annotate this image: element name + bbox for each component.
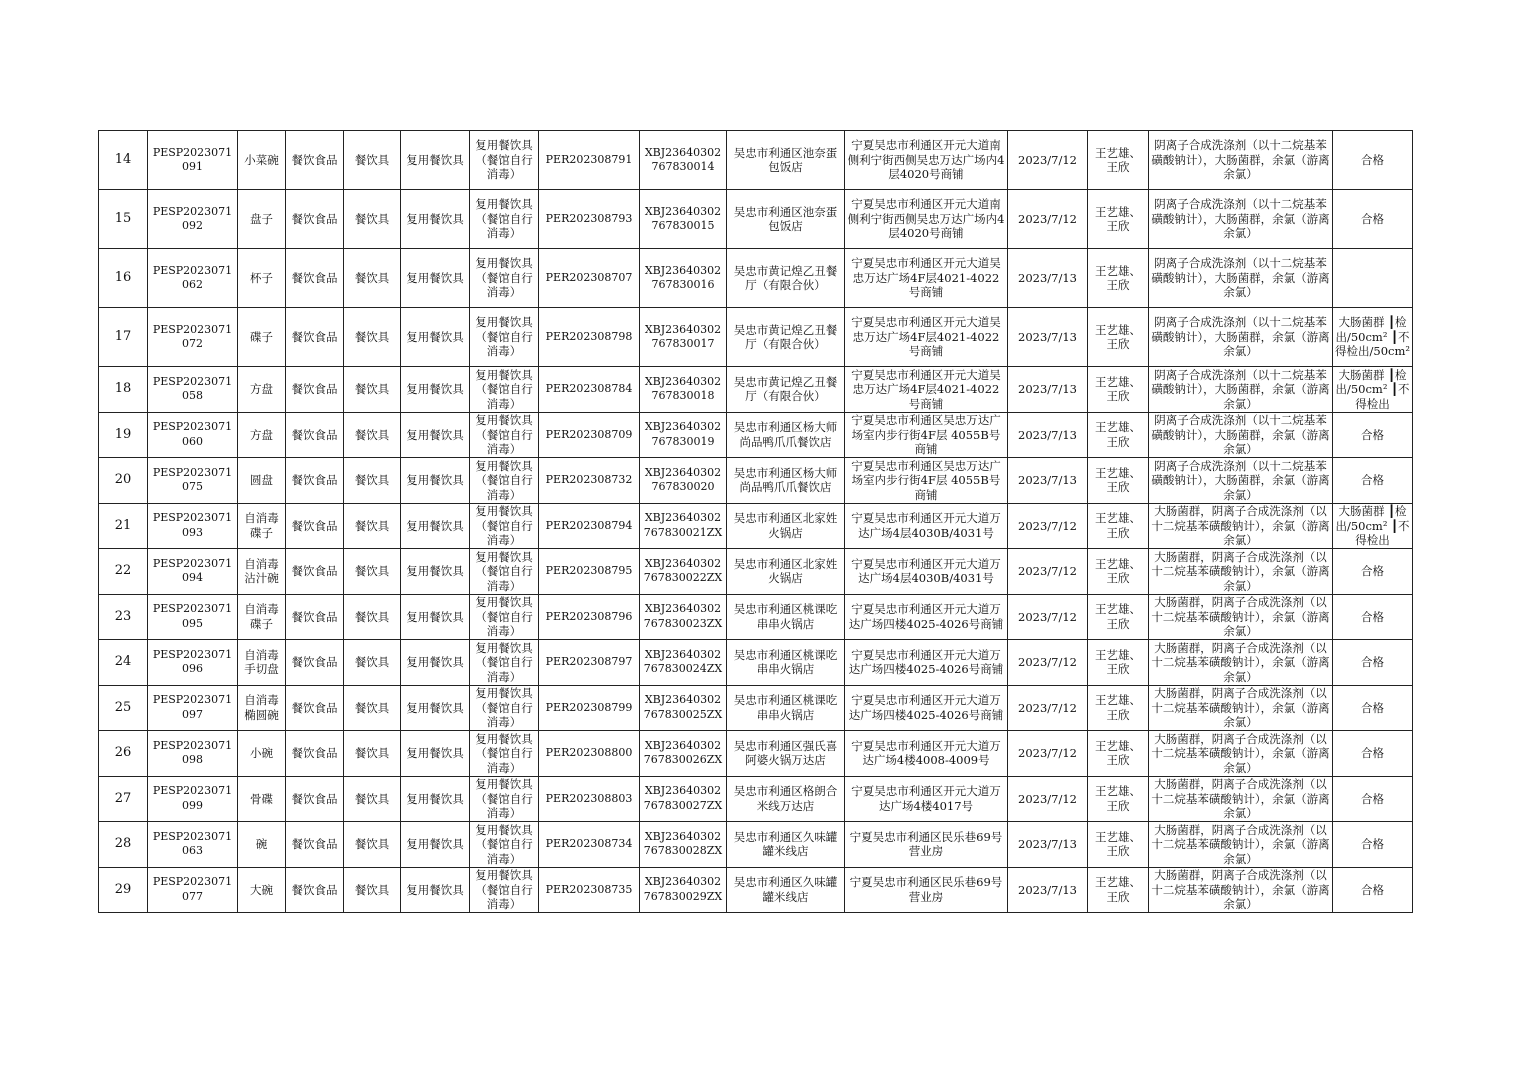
food-category-cell: 餐饮食品 xyxy=(286,685,344,731)
report-number-cell: PER202308800 xyxy=(539,731,640,777)
sample-subtype-cell: 复用餐饮具 xyxy=(401,731,470,777)
task-number-cell: XBJ23640302767830029ZX xyxy=(640,867,727,913)
inspection-items-cell: 阴离子合成洗涤剂（以十二烷基苯磺酸钠计），大肠菌群，余氯（游离余氯） xyxy=(1149,131,1333,190)
sample-detail-cell: 复用餐饮具（餐馆自行消毒） xyxy=(470,249,539,308)
unit-address-cell: 宁夏吴忠市利通区开元大道万达广场四楼4025-4026号商铺 xyxy=(845,685,1008,731)
food-category-cell: 餐饮食品 xyxy=(286,776,344,822)
sampling-date-cell: 2023/7/13 xyxy=(1008,867,1088,913)
inspection-items-cell: 阴离子合成洗涤剂（以十二烷基苯磺酸钠计），大肠菌群，余氯（游离余氯） xyxy=(1149,190,1333,249)
table-row xyxy=(99,458,1413,504)
sample-name-cell: 自消毒手切盘 xyxy=(238,640,286,686)
report-number-cell: PER202308798 xyxy=(539,308,640,367)
sampling-date-cell: 2023/7/12 xyxy=(1008,640,1088,686)
food-category-cell: 餐饮食品 xyxy=(286,594,344,640)
table-row xyxy=(99,549,1413,595)
sampling-date-cell: 2023/7/13 xyxy=(1008,367,1088,413)
sample-id-cell: PESP2023071091 xyxy=(148,131,238,190)
sampling-date-cell: 2023/7/13 xyxy=(1008,308,1088,367)
inspection-items-cell: 大肠菌群，阴离子合成洗涤剂（以十二烷基苯磺酸钠计），余氯（游离余氯） xyxy=(1149,549,1333,595)
sample-id-cell: PESP2023071077 xyxy=(148,867,238,913)
sequence-number-cell: 25 xyxy=(99,685,148,731)
table-row xyxy=(99,822,1413,868)
sample-subtype-cell: 复用餐饮具 xyxy=(401,594,470,640)
sample-detail-cell: 复用餐饮具（餐馆自行消毒） xyxy=(470,776,539,822)
sample-type-cell: 餐饮具 xyxy=(344,776,401,822)
sample-subtype-cell: 复用餐饮具 xyxy=(401,867,470,913)
inspection-items-cell: 大肠菌群，阴离子合成洗涤剂（以十二烷基苯磺酸钠计），余氯（游离余氯） xyxy=(1149,822,1333,868)
sample-detail-cell: 复用餐饮具（餐馆自行消毒） xyxy=(470,412,539,458)
sample-type-cell: 餐饮具 xyxy=(344,822,401,868)
sample-id-cell: PESP2023071096 xyxy=(148,640,238,686)
unit-address-cell: 宁夏吴忠市利通区开元大道万达广场4层4030B/4031号 xyxy=(845,549,1008,595)
table-row xyxy=(99,776,1413,822)
sample-detail-cell: 复用餐饮具（餐馆自行消毒） xyxy=(470,731,539,777)
sample-type-cell: 餐饮具 xyxy=(344,412,401,458)
inspection-items-cell: 大肠菌群，阴离子合成洗涤剂（以十二烷基苯磺酸钠计），余氯（游离余氯） xyxy=(1149,594,1333,640)
sampling-date-cell: 2023/7/12 xyxy=(1008,731,1088,777)
result-cell: 合格 xyxy=(1333,131,1413,190)
food-category-cell: 餐饮食品 xyxy=(286,731,344,777)
sampling-date-cell: 2023/7/12 xyxy=(1008,190,1088,249)
sampling-date-cell: 2023/7/12 xyxy=(1008,594,1088,640)
sampled-unit-cell: 吴忠市利通区久味罐罐米线店 xyxy=(727,822,845,868)
report-number-cell: PER202308793 xyxy=(539,190,640,249)
unit-address-cell: 宁夏吴忠市利通区吴忠万达广场室内步行街4F层 4055B号商铺 xyxy=(845,458,1008,504)
inspection-items-cell: 大肠菌群，阴离子合成洗涤剂（以十二烷基苯磺酸钠计），余氯（游离余氯） xyxy=(1149,776,1333,822)
sample-name-cell: 盘子 xyxy=(238,190,286,249)
sequence-number-cell: 15 xyxy=(99,190,148,249)
result-cell: 合格 xyxy=(1333,822,1413,868)
task-number-cell: XBJ23640302767830016 xyxy=(640,249,727,308)
sample-name-cell: 自消毒碟子 xyxy=(238,503,286,549)
unit-address-cell: 宁夏吴忠市利通区开元大道万达广场四楼4025-4026号商铺 xyxy=(845,594,1008,640)
sampling-date-cell: 2023/7/13 xyxy=(1008,458,1088,504)
sample-name-cell: 大碗 xyxy=(238,867,286,913)
report-number-cell: PER202308795 xyxy=(539,549,640,595)
inspection-items-cell: 阴离子合成洗涤剂（以十二烷基苯磺酸钠计），大肠菌群，余氯（游离余氯） xyxy=(1149,249,1333,308)
food-category-cell: 餐饮食品 xyxy=(286,640,344,686)
sequence-number-cell: 24 xyxy=(99,640,148,686)
sample-subtype-cell: 复用餐饮具 xyxy=(401,503,470,549)
table-row xyxy=(99,131,1413,190)
inspectors-cell: 王艺雄、王欣 xyxy=(1088,190,1149,249)
sampling-date-cell: 2023/7/13 xyxy=(1008,822,1088,868)
sample-subtype-cell: 复用餐饮具 xyxy=(401,822,470,868)
task-number-cell: XBJ23640302767830024ZX xyxy=(640,640,727,686)
inspectors-cell: 王艺雄、王欣 xyxy=(1088,822,1149,868)
sample-id-cell: PESP2023071093 xyxy=(148,503,238,549)
inspection-items-cell: 阴离子合成洗涤剂（以十二烷基苯磺酸钠计），大肠菌群，余氯（游离余氯） xyxy=(1149,308,1333,367)
sample-name-cell: 杯子 xyxy=(238,249,286,308)
table-row xyxy=(99,412,1413,458)
sampled-unit-cell: 吴忠市利通区北家姓火锅店 xyxy=(727,503,845,549)
sample-id-cell: PESP2023071058 xyxy=(148,367,238,413)
food-category-cell: 餐饮食品 xyxy=(286,458,344,504)
inspection-items-cell: 阴离子合成洗涤剂（以十二烷基苯磺酸钠计），大肠菌群，余氯（游离余氯） xyxy=(1149,458,1333,504)
report-number-cell: PER202308796 xyxy=(539,594,640,640)
result-cell: 合格 xyxy=(1333,549,1413,595)
sample-type-cell: 餐饮具 xyxy=(344,731,401,777)
inspection-items-cell: 大肠菌群，阴离子合成洗涤剂（以十二烷基苯磺酸钠计），余氯（游离余氯） xyxy=(1149,640,1333,686)
result-cell: 合格 xyxy=(1333,731,1413,777)
sample-detail-cell: 复用餐饮具（餐馆自行消毒） xyxy=(470,640,539,686)
sample-subtype-cell: 复用餐饮具 xyxy=(401,776,470,822)
report-number-cell: PER202308797 xyxy=(539,640,640,686)
result-cell: 合格 xyxy=(1333,412,1413,458)
sampling-date-cell: 2023/7/12 xyxy=(1008,503,1088,549)
sequence-number-cell: 20 xyxy=(99,458,148,504)
report-number-cell: PER202308784 xyxy=(539,367,640,413)
sampled-unit-cell: 吴忠市利通区桃课吃串串火锅店 xyxy=(727,640,845,686)
report-number-cell: PER202308803 xyxy=(539,776,640,822)
report-number-cell: PER202308732 xyxy=(539,458,640,504)
inspectors-cell: 王艺雄、王欣 xyxy=(1088,367,1149,413)
sampled-unit-cell: 吴忠市利通区北家姓火锅店 xyxy=(727,549,845,595)
sample-type-cell: 餐饮具 xyxy=(344,131,401,190)
sample-name-cell: 自消毒沾汁碗 xyxy=(238,549,286,595)
food-category-cell: 餐饮食品 xyxy=(286,867,344,913)
inspectors-cell: 王艺雄、王欣 xyxy=(1088,594,1149,640)
sequence-number-cell: 21 xyxy=(99,503,148,549)
sample-id-cell: PESP2023071062 xyxy=(148,249,238,308)
report-number-cell: PER202308707 xyxy=(539,249,640,308)
sequence-number-cell: 26 xyxy=(99,731,148,777)
sampled-unit-cell: 吴忠市利通区强氏喜阿婆火锅万达店 xyxy=(727,731,845,777)
sample-detail-cell: 复用餐饮具（餐馆自行消毒） xyxy=(470,549,539,595)
sampling-date-cell: 2023/7/12 xyxy=(1008,685,1088,731)
task-number-cell: XBJ23640302767830022ZX xyxy=(640,549,727,595)
sampling-date-cell: 2023/7/12 xyxy=(1008,776,1088,822)
sampled-unit-cell: 吴忠市利通区杨大师尚品鸭爪爪餐饮店 xyxy=(727,412,845,458)
sample-type-cell: 餐饮具 xyxy=(344,867,401,913)
sequence-number-cell: 29 xyxy=(99,867,148,913)
sample-subtype-cell: 复用餐饮具 xyxy=(401,367,470,413)
inspectors-cell: 王艺雄、王欣 xyxy=(1088,458,1149,504)
sample-subtype-cell: 复用餐饮具 xyxy=(401,685,470,731)
unit-address-cell: 宁夏吴忠市利通区开元大道万达广场4楼4017号 xyxy=(845,776,1008,822)
sampled-unit-cell: 吴忠市利通区池奈蛋包饭店 xyxy=(727,190,845,249)
report-number-cell: PER202308791 xyxy=(539,131,640,190)
inspectors-cell: 王艺雄、王欣 xyxy=(1088,249,1149,308)
sequence-number-cell: 27 xyxy=(99,776,148,822)
task-number-cell: XBJ23640302767830021ZX xyxy=(640,503,727,549)
task-number-cell: XBJ23640302767830028ZX xyxy=(640,822,727,868)
sampled-unit-cell: 吴忠市黄记煌乙丑餐厅（有限合伙） xyxy=(727,367,845,413)
sequence-number-cell: 18 xyxy=(99,367,148,413)
result-cell: 合格 xyxy=(1333,640,1413,686)
sample-detail-cell: 复用餐饮具（餐馆自行消毒） xyxy=(470,822,539,868)
sample-id-cell: PESP2023071095 xyxy=(148,594,238,640)
table-body xyxy=(99,131,1413,913)
table-row xyxy=(99,640,1413,686)
food-category-cell: 餐饮食品 xyxy=(286,367,344,413)
sample-detail-cell: 复用餐饮具（餐馆自行消毒） xyxy=(470,308,539,367)
report-number-cell: PER202308734 xyxy=(539,822,640,868)
sequence-number-cell: 17 xyxy=(99,308,148,367)
sequence-number-cell: 16 xyxy=(99,249,148,308)
sample-subtype-cell: 复用餐饮具 xyxy=(401,131,470,190)
food-category-cell: 餐饮食品 xyxy=(286,131,344,190)
inspectors-cell: 王艺雄、王欣 xyxy=(1088,308,1149,367)
food-category-cell: 餐饮食品 xyxy=(286,503,344,549)
sampled-unit-cell: 吴忠市利通区桃课吃串串火锅店 xyxy=(727,685,845,731)
table-row xyxy=(99,190,1413,249)
sampled-unit-cell: 吴忠市利通区久味罐罐米线店 xyxy=(727,867,845,913)
task-number-cell: XBJ23640302767830023ZX xyxy=(640,594,727,640)
food-category-cell: 餐饮食品 xyxy=(286,249,344,308)
sampled-unit-cell: 吴忠市利通区杨大师尚品鸭爪爪餐饮店 xyxy=(727,458,845,504)
result-cell: 合格 xyxy=(1333,190,1413,249)
table-row xyxy=(99,308,1413,367)
sampled-unit-cell: 吴忠市黄记煌乙丑餐厅（有限合伙） xyxy=(727,308,845,367)
task-number-cell: XBJ23640302767830014 xyxy=(640,131,727,190)
food-category-cell: 餐饮食品 xyxy=(286,549,344,595)
sample-detail-cell: 复用餐饮具（餐馆自行消毒） xyxy=(470,503,539,549)
sequence-number-cell: 19 xyxy=(99,412,148,458)
task-number-cell: XBJ23640302767830027ZX xyxy=(640,776,727,822)
sample-id-cell: PESP2023071075 xyxy=(148,458,238,504)
sample-subtype-cell: 复用餐饮具 xyxy=(401,249,470,308)
sample-detail-cell: 复用餐饮具（餐馆自行消毒） xyxy=(470,458,539,504)
sample-detail-cell: 复用餐饮具（餐馆自行消毒） xyxy=(470,131,539,190)
sample-name-cell: 自消毒碟子 xyxy=(238,594,286,640)
unit-address-cell: 宁夏吴忠市利通区民乐巷69号营业房 xyxy=(845,867,1008,913)
task-number-cell: XBJ23640302767830025ZX xyxy=(640,685,727,731)
unit-address-cell: 宁夏吴忠市利通区开元大道万达广场4层4030B/4031号 xyxy=(845,503,1008,549)
task-number-cell: XBJ23640302767830017 xyxy=(640,308,727,367)
sample-id-cell: PESP2023071098 xyxy=(148,731,238,777)
sample-id-cell: PESP2023071092 xyxy=(148,190,238,249)
inspectors-cell: 王艺雄、王欣 xyxy=(1088,731,1149,777)
sampling-date-cell: 2023/7/13 xyxy=(1008,412,1088,458)
inspectors-cell: 王艺雄、王欣 xyxy=(1088,549,1149,595)
result-cell: 大肠菌群 ┃检出/50cm² ┃不得检出 xyxy=(1333,367,1413,413)
result-cell: 合格 xyxy=(1333,594,1413,640)
report-number-cell: PER202308735 xyxy=(539,867,640,913)
table-row xyxy=(99,685,1413,731)
sample-name-cell: 自消毒椭圆碗 xyxy=(238,685,286,731)
sample-name-cell: 骨碟 xyxy=(238,776,286,822)
sampled-unit-cell: 吴忠市黄记煌乙丑餐厅（有限合伙） xyxy=(727,249,845,308)
sample-type-cell: 餐饮具 xyxy=(344,549,401,595)
unit-address-cell: 宁夏吴忠市利通区开元大道万达广场4楼4008-4009号 xyxy=(845,731,1008,777)
sample-name-cell: 方盘 xyxy=(238,367,286,413)
food-category-cell: 餐饮食品 xyxy=(286,190,344,249)
task-number-cell: XBJ23640302767830018 xyxy=(640,367,727,413)
sample-detail-cell: 复用餐饮具（餐馆自行消毒） xyxy=(470,685,539,731)
sample-id-cell: PESP2023071060 xyxy=(148,412,238,458)
sample-type-cell: 餐饮具 xyxy=(344,190,401,249)
sequence-number-cell: 28 xyxy=(99,822,148,868)
inspectors-cell: 王艺雄、王欣 xyxy=(1088,867,1149,913)
sample-type-cell: 餐饮具 xyxy=(344,503,401,549)
sequence-number-cell: 23 xyxy=(99,594,148,640)
inspectors-cell: 王艺雄、王欣 xyxy=(1088,412,1149,458)
sample-id-cell: PESP2023071072 xyxy=(148,308,238,367)
result-cell: 合格 xyxy=(1333,685,1413,731)
inspectors-cell: 王艺雄、王欣 xyxy=(1088,640,1149,686)
sampled-unit-cell: 吴忠市利通区池奈蛋包饭店 xyxy=(727,131,845,190)
inspectors-cell: 王艺雄、王欣 xyxy=(1088,503,1149,549)
unit-address-cell: 宁夏吴忠市利通区吴忠万达广场室内步行街4F层 4055B号商铺 xyxy=(845,412,1008,458)
table-row xyxy=(99,249,1413,308)
food-category-cell: 餐饮食品 xyxy=(286,412,344,458)
sample-id-cell: PESP2023071097 xyxy=(148,685,238,731)
inspection-results-table xyxy=(98,130,1413,913)
sample-type-cell: 餐饮具 xyxy=(344,458,401,504)
unit-address-cell: 宁夏吴忠市利通区开元大道吴忠万达广场4F层4021-4022号商铺 xyxy=(845,308,1008,367)
sample-type-cell: 餐饮具 xyxy=(344,308,401,367)
inspectors-cell: 王艺雄、王欣 xyxy=(1088,776,1149,822)
sample-subtype-cell: 复用餐饮具 xyxy=(401,640,470,686)
report-number-cell: PER202308709 xyxy=(539,412,640,458)
sample-type-cell: 餐饮具 xyxy=(344,640,401,686)
sequence-number-cell: 14 xyxy=(99,131,148,190)
sampled-unit-cell: 吴忠市利通区格朗合米线万达店 xyxy=(727,776,845,822)
sample-name-cell: 小菜碗 xyxy=(238,131,286,190)
sample-name-cell: 碟子 xyxy=(238,308,286,367)
result-cell: 合格 xyxy=(1333,776,1413,822)
report-number-cell: PER202308799 xyxy=(539,685,640,731)
unit-address-cell: 宁夏吴忠市利通区开元大道南侧利宁街西侧吴忠万达广场内4层4020号商铺 xyxy=(845,190,1008,249)
task-number-cell: XBJ23640302767830019 xyxy=(640,412,727,458)
sample-type-cell: 餐饮具 xyxy=(344,249,401,308)
task-number-cell: XBJ23640302767830015 xyxy=(640,190,727,249)
table-row xyxy=(99,731,1413,777)
sample-detail-cell: 复用餐饮具（餐馆自行消毒） xyxy=(470,594,539,640)
unit-address-cell: 宁夏吴忠市利通区开元大道吴忠万达广场4F层4021-4022号商铺 xyxy=(845,249,1008,308)
inspection-items-cell: 阴离子合成洗涤剂（以十二烷基苯磺酸钠计），大肠菌群，余氯（游离余氯） xyxy=(1149,367,1333,413)
sample-name-cell: 圆盘 xyxy=(238,458,286,504)
table-row xyxy=(99,594,1413,640)
sample-subtype-cell: 复用餐饮具 xyxy=(401,549,470,595)
table-row xyxy=(99,867,1413,913)
sample-id-cell: PESP2023071063 xyxy=(148,822,238,868)
inspection-items-cell: 大肠菌群，阴离子合成洗涤剂（以十二烷基苯磺酸钠计），余氯（游离余氯） xyxy=(1149,867,1333,913)
unit-address-cell: 宁夏吴忠市利通区开元大道南侧利宁街西侧吴忠万达广场内4层4020号商铺 xyxy=(845,131,1008,190)
unit-address-cell: 宁夏吴忠市利通区民乐巷69号营业房 xyxy=(845,822,1008,868)
sample-type-cell: 餐饮具 xyxy=(344,685,401,731)
unit-address-cell: 宁夏吴忠市利通区开元大道万达广场四楼4025-4026号商铺 xyxy=(845,640,1008,686)
sample-detail-cell: 复用餐饮具（餐馆自行消毒） xyxy=(470,367,539,413)
inspectors-cell: 王艺雄、王欣 xyxy=(1088,131,1149,190)
sample-detail-cell: 复用餐饮具（餐馆自行消毒） xyxy=(470,190,539,249)
food-category-cell: 餐饮食品 xyxy=(286,822,344,868)
sample-subtype-cell: 复用餐饮具 xyxy=(401,412,470,458)
sample-subtype-cell: 复用餐饮具 xyxy=(401,458,470,504)
task-number-cell: XBJ23640302767830020 xyxy=(640,458,727,504)
inspection-items-cell: 大肠菌群，阴离子合成洗涤剂（以十二烷基苯磺酸钠计），余氯（游离余氯） xyxy=(1149,731,1333,777)
inspectors-cell: 王艺雄、王欣 xyxy=(1088,685,1149,731)
result-cell xyxy=(1333,249,1413,308)
sample-detail-cell: 复用餐饮具（餐馆自行消毒） xyxy=(470,867,539,913)
sampling-date-cell: 2023/7/12 xyxy=(1008,549,1088,595)
table-row xyxy=(99,503,1413,549)
sample-type-cell: 餐饮具 xyxy=(344,367,401,413)
inspection-items-cell: 大肠菌群，阴离子合成洗涤剂（以十二烷基苯磺酸钠计），余氯（游离余氯） xyxy=(1149,685,1333,731)
task-number-cell: XBJ23640302767830026ZX xyxy=(640,731,727,777)
food-category-cell: 餐饮食品 xyxy=(286,308,344,367)
result-cell: 合格 xyxy=(1333,867,1413,913)
sample-name-cell: 方盘 xyxy=(238,412,286,458)
sampling-date-cell: 2023/7/12 xyxy=(1008,131,1088,190)
sample-name-cell: 小碗 xyxy=(238,731,286,777)
result-cell: 大肠菌群 ┃检出/50cm² ┃不得检出 xyxy=(1333,503,1413,549)
sequence-number-cell: 22 xyxy=(99,549,148,595)
sample-type-cell: 餐饮具 xyxy=(344,594,401,640)
sample-name-cell: 碗 xyxy=(238,822,286,868)
sample-subtype-cell: 复用餐饮具 xyxy=(401,308,470,367)
table-row xyxy=(99,367,1413,413)
report-number-cell: PER202308794 xyxy=(539,503,640,549)
sampling-date-cell: 2023/7/13 xyxy=(1008,249,1088,308)
unit-address-cell: 宁夏吴忠市利通区开元大道吴忠万达广场4F层4021-4022号商铺 xyxy=(845,367,1008,413)
result-cell: 大肠菌群 ┃检出/50cm² ┃不得检出/50cm² xyxy=(1333,308,1413,367)
sample-subtype-cell: 复用餐饮具 xyxy=(401,190,470,249)
sample-id-cell: PESP2023071099 xyxy=(148,776,238,822)
inspection-items-cell: 大肠菌群，阴离子合成洗涤剂（以十二烷基苯磺酸钠计），余氯（游离余氯） xyxy=(1149,503,1333,549)
sample-id-cell: PESP2023071094 xyxy=(148,549,238,595)
inspection-items-cell: 阴离子合成洗涤剂（以十二烷基苯磺酸钠计），大肠菌群，余氯（游离余氯） xyxy=(1149,412,1333,458)
sampled-unit-cell: 吴忠市利通区桃课吃串串火锅店 xyxy=(727,594,845,640)
result-cell: 合格 xyxy=(1333,458,1413,504)
